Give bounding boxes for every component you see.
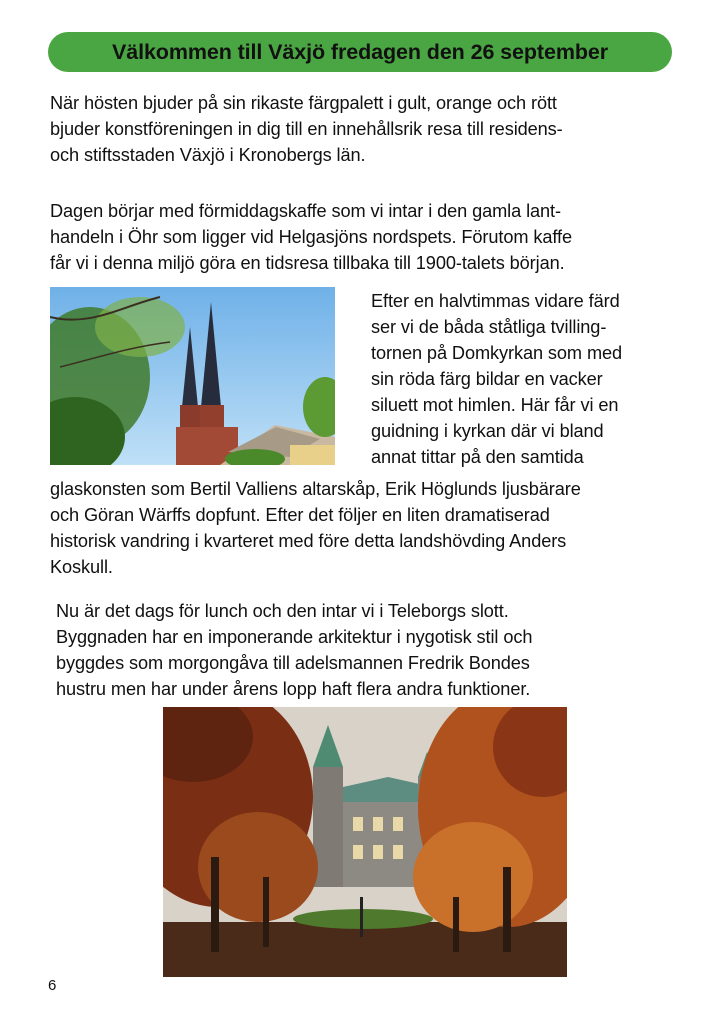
text-line: ser vi de båda ståtliga tvilling- xyxy=(371,317,607,337)
cathedral-illustration xyxy=(50,287,335,465)
text-line: historisk vandring i kvarteret med före detta landshövding Anders xyxy=(50,531,567,551)
paragraph-morning-coffee xyxy=(50,198,572,276)
text-line: Nu är det dags för lunch och den intar vi i Teleborgs slott. xyxy=(56,601,509,621)
text-line: Efter en halvtimmas vidare färd xyxy=(371,291,620,311)
page-title: Välkommen till Växjö fredagen den 26 september xyxy=(111,40,609,64)
text-line: Byggnaden har en imponerande arkitektur i nygotisk stil och xyxy=(56,627,533,647)
text-line: handeln i Öhr som ligger vid Helgasjöns nordspets. Förutom kaffe xyxy=(50,227,572,247)
text-line: siluett mot himlen. Här får vi en xyxy=(371,395,619,415)
text-line: sin röda färg bildar en vacker xyxy=(371,369,603,389)
text-line: glaskonsten som Bertil Valliens altarskåp, Erik Höglunds ljusbärare xyxy=(50,479,581,499)
text-line: får vi i denna miljö göra en tidsresa tillbaka till 1900-talets början. xyxy=(50,253,565,273)
castle-photo xyxy=(163,707,567,977)
text-line: tornen på Domkyrkan som med xyxy=(371,343,623,363)
page-title-banner xyxy=(48,32,672,72)
text-line: annat tittar på den samtida xyxy=(371,447,584,467)
page-number: 6 xyxy=(48,977,57,994)
text-line: hustru men har under årens lopp haft flera andra funktioner. xyxy=(56,679,531,699)
paragraph-glass-art xyxy=(50,476,581,580)
text-line: guidning i kyrkan där vi bland xyxy=(371,421,604,441)
text-line: bjuder konstföreningen in dig till en innehållsrik resa till residens- xyxy=(50,119,563,139)
paragraph-intro xyxy=(50,90,563,168)
text-line: och stiftsstaden Växjö i Kronobergs län. xyxy=(50,145,366,165)
paragraph-lunch xyxy=(56,598,532,702)
text-line: Dagen börjar med förmiddagskaffe som vi intar i den gamla lant- xyxy=(50,201,561,221)
text-line: När hösten bjuder på sin rikaste färgpalett i gult, orange och rött xyxy=(50,93,557,113)
text-line: Koskull. xyxy=(50,557,113,577)
cathedral-photo xyxy=(50,287,335,465)
text-line: och Göran Wärffs dopfunt. Efter det följer en liten dramatiserad xyxy=(50,505,550,525)
castle-illustration xyxy=(163,707,567,977)
paragraph-cathedral xyxy=(371,288,622,470)
text-line: byggdes som morgongåva till adelsmannen Fredrik Bondes xyxy=(56,653,530,673)
